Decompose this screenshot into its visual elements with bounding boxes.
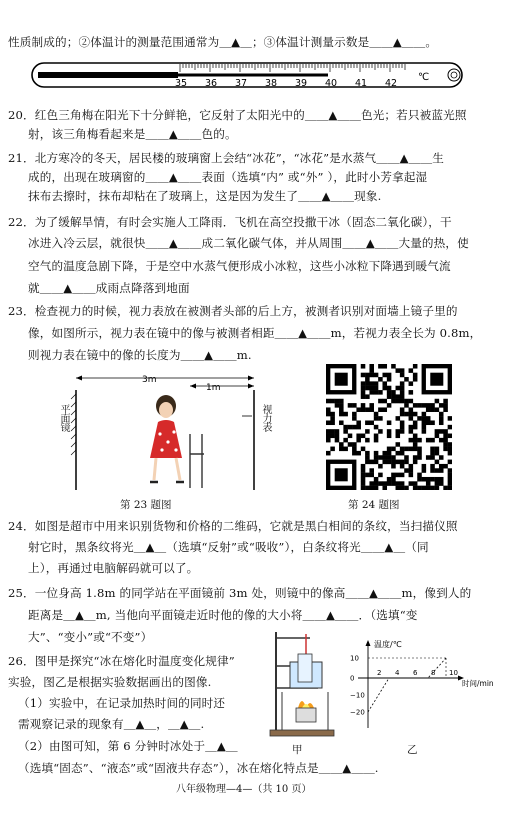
qr-code-image (326, 364, 452, 490)
graph-y-tick: 0 (350, 674, 355, 683)
q22-line-4: 就＿＿▲＿＿成雨点降落到地面 (28, 281, 190, 295)
eye-chart-label: 视力表 (260, 404, 271, 431)
mirror-label: 平面镜 (58, 404, 69, 431)
figure-24-caption: 第 24 题图 (348, 499, 400, 511)
figure-jia-label: 甲 (292, 744, 303, 756)
q22-line-3: 空气的温度急剧下降，于是空中水蒸气便形成小冰粒，这些小冰粒下降遇到暖气流 (28, 259, 451, 273)
q26-line-4: 需观察记录的现象有＿▲＿，＿▲＿. (18, 717, 205, 731)
page-footer: 八年级物理—4—（共 10 页） (176, 784, 312, 795)
q21-line-3: 抹布去擦时，抹布却粘在了玻璃上，这是因为发生了＿＿▲＿＿现象. (28, 189, 382, 203)
q24-line-2: 射它时，黑条纹将光＿▲＿（选填“反射”或“吸收”），白条纹将光＿＿▲＿（同 (28, 540, 429, 554)
q25-line-2: 距离是＿▲＿m, 当他向平面镜走近时他的像的大小将＿＿▲＿＿．（选填“变 (28, 608, 418, 622)
q26-line-5: （2）由图可知，第 6 分钟时冰处于＿▲＿ (18, 739, 238, 753)
thermometer-tick-label: 38 (265, 78, 278, 89)
q23-line-2: 像，如图所示，视力表在镜中的像与被测者相距＿＿▲＿＿m，若视力表全长为 0.8m， (28, 326, 482, 340)
q20-line-1: 20．红色三角梅在阳光下十分鲜艳，它反射了太阳光中的＿＿▲＿＿色光；若只被蓝光照 (8, 108, 467, 122)
q22-line-2: 冰进入冷云层，就很快＿＿▲＿＿成二氧化碳气体，并从周围＿＿▲＿＿大量的热，使 (28, 236, 469, 250)
thermometer-tick-label: 37 (235, 78, 248, 89)
q26-line-6: （选填“固态”、“液态”或“固液共存态”），冰在熔化特点是＿＿▲＿＿. (18, 761, 379, 775)
thermometer-tick-label: 36 (205, 78, 218, 89)
thermometer-tick-label: 39 (295, 78, 308, 89)
q24-line-1: 24．如图是超市中用来识别货物和价格的二维码，它就是黑白相间的条纹，当扫描仪照 (8, 519, 458, 533)
thermometer-tick-label: 40 (325, 78, 338, 89)
graph-x-tick: 4 (395, 669, 400, 677)
graph-y-tick: −10 (350, 691, 365, 700)
graph-x-tick: 10 (449, 669, 458, 677)
graph-x-tick: 8 (431, 669, 436, 677)
q23-line-1: 23．检查视力的时候，视力表放在被测者头部的后上方，被测者识别对面墙上镜子里的 (8, 304, 458, 318)
thermometer-figure (30, 58, 470, 92)
q23-line-3: 则视力表在镜中的像的长度为＿＿▲＿＿m. (28, 348, 252, 362)
girl-on-chair-icon (150, 395, 204, 488)
thermometer-tick-label: 35 (175, 78, 188, 89)
q24-line-3: 上），再通过电脑解码就可以了。 (28, 561, 199, 575)
distance-1m-label: 1m (206, 383, 221, 393)
heating-apparatus-figure (268, 628, 338, 740)
melting-graph (348, 638, 504, 734)
q21-line-1: 21．北方寒冷的冬天，居民楼的玻璃窗上会结“冰花”，“冰花”是水蒸气＿＿▲＿＿生 (8, 151, 444, 165)
graph-x-tick: 2 (377, 669, 382, 677)
thermometer-tick-label: 41 (355, 78, 368, 89)
celsius-symbol: ℃ (418, 72, 430, 83)
graph-x-tick: 6 (413, 669, 418, 677)
q26-line-3: （1）实验中，在记录加热时间的同时还 (18, 696, 226, 710)
q25-line-3: 大”、“变小”或“不变”） (28, 630, 153, 644)
q26-line-2: 实验，图乙是根据实验数据画出的图像. (8, 675, 212, 689)
q25-line-1: 25．一位身高 1.8m 的同学站在平面镜前 3m 处，则镜中的像高＿＿▲＿＿m，像到人的 (8, 586, 472, 600)
distance-3m-label: 3m (142, 375, 157, 385)
q20-line-2: 射，该三角梅看起来是＿＿▲＿＿色的。 (28, 127, 237, 141)
thermometer-tick-label: 42 (385, 78, 398, 89)
q21-line-2: 成的，出现在玻璃窗的＿＿▲＿＿表面（选填“内” 或“外” ），此时小芳拿起湿 (28, 170, 428, 184)
graph-y-tick: 10 (350, 654, 359, 663)
q22-line-1: 22．为了缓解旱情，有时会实施人工降雨．飞机在高空投撒干冰（固态二氧化碳），干 (8, 215, 452, 229)
graph-y-label: 温度/℃ (374, 640, 402, 649)
graph-x-label: 时间/min (462, 679, 494, 688)
figure-yi-label: 乙 (407, 744, 418, 756)
figure-23-caption: 第 23 题图 (120, 499, 172, 511)
text-line: 性质制成的；②体温计的测量范围通常为＿▲＿；③体温计测量示数是＿＿▲＿＿。 (8, 35, 438, 49)
figure-23-diagram (62, 372, 274, 492)
q26-line-1: 26．图甲是探究“冰在熔化时温度变化规律” (8, 654, 235, 668)
graph-y-tick: −20 (350, 708, 365, 717)
